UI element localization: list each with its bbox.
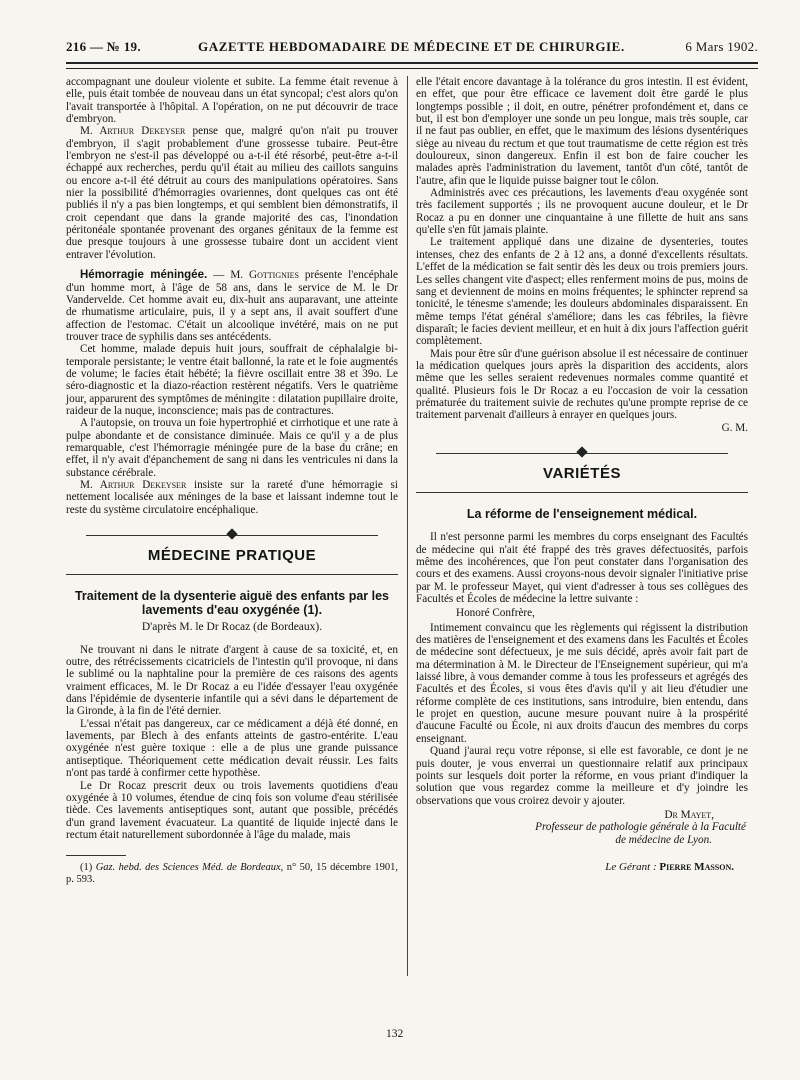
paragraph [66,269,398,343]
letter-salutation: Honoré Confrère, [456,607,535,620]
paragraph: Mais pour être sûr d'une guérison absolue il est nécessaire de continuer la médication quelques jours après la disparition des accidents, alors même que les selles seraient redevenues normales comme quantité et qualité. Plusieurs fois le Dr Rocaz a eu l'occasion de voir la cessation prématurée du traitement suivie de rechutes qu'une prompte reprise de ce traitement parvenait d'ailleurs à enrayer en quelques jours. [416,347,748,422]
page-issue-number: 216 — № 19. [66,39,141,54]
footnote [66,862,398,886]
paragraph: Cet homme, malade depuis huit jours, souffrait de céphalalgie bi-temporale persistante; le ventre était ballonné, la rate et le foie augmentés de volume; le facies était hébété; la fièvre oscillait entre 38 et 39o. Le séro-diagnostic et la diazo-réaction restèrent négatifs. Vers le quatrième jour, apparurent des symptômes de méningite : dilatation pupillaire droite, raideur de la nuque, inconscience; mais pas de contractures. [66,343,398,417]
signatory-affiliation: de médecine de Lyon. [615,834,712,847]
section-title: VARIÉTÉS [543,464,621,482]
run-in-heading: Hémorragie méningée. [80,269,208,282]
paragraph: Le traitement appliqué dans une dizaine de dysenteries, toutes intenses, chez des enfants de 2 à 12 ans, a donné d'excellents résultats. L'effet de la médication se fait sentir dès les deux ou trois premiers jours. Les selles changent vite d'aspect; elles renferment moins de pus, moins de sang et deviennent de moins en moins fréquentes; le sphincter reprend sa tonicité, le ténesme s'amende; les douleurs abdominales disparaissent. En même temps l'état général s'améliore; dans les cas fébriles, la fièvre disparaît; le facies devient meilleur, et en huit à dix jours l'affection guérit complètement. [416,236,748,348]
gerant-name: Pierre Masson. [659,861,734,874]
paragraph: Ne trouvant ni dans le nitrate d'argent à cause de sa toxicité, et, en outre, des rétrécissements cicatriciels de l'intestin qu'il provoque, ni dans le sublimé ou la naphtaline pour la première de ces raisons des agents vraiment efficaces, M. le Dr Rocaz a eu l'idée d'essayer l'eau oxygénée dans l'épidémie de dysenterie infantile qui a sévi dans le département de la Gironde, à la fin de l'été dernier. [66,643,398,718]
paragraph-text: présente l'encéphale d'un homme mort, à l'âge de 58 ans, dans le service de [66,269,398,294]
article-title: La réforme de l'enseignement médical. [466,507,698,522]
gerant-label: Le Gérant : [605,861,660,874]
diamond-ornament [576,446,587,457]
diamond-ornament [226,528,237,539]
footnote-rule [66,855,126,856]
paragraph: Administrés avec ces précautions, les lavements d'eau oxygénée sont très facilement supportés ; ils ne provoquent aucune douleur, et le Dr Rocaz a pu en donner une cinquantaine à une fillette de huit ans sans qu'elle s'en fût jamais plainte. [416,187,748,237]
article-title: Traitement de la dysenterie aiguë des enfants par les lavements d'eau oxygénée (1). [74,589,389,618]
issue-date: 6 Mars 1902. [685,39,758,54]
paragraph: Quand j'aurai reçu votre réponse, si elle est favorable, ce dont je ne puis douter, je vous enverrai un questionnaire relatif aux principaux points sur lesquels doit porter la réforme, en vous priant d'indiquer la solution que vous regardez comme la meilleure et d'y joindre les observations que vous croirez devoir y ajouter. [416,745,748,807]
section-rule [416,492,748,493]
paragraph [66,125,398,261]
paragraph: elle l'était encore davantage à la tolérance du gros intestin. Il est évident, en effet, que pour être efficace ce lavement doit être gardé le plus longtemps possible ; il doit, en outre, pénétrer profondément et, dans ce but, il est bon d'employer une sonde un peu longue, mais très souple, car il ne faut pas oublier, en effet, que le maximum des lésions dysentériques siège au niveau du rectum et que tout traumatisme de cette région est très douloureux, sinon dangereux. Enfin il est bon de faire coucher les malades après l'administration du lavement, tantôt d'un côté, tantôt de l'autre, afin que le liquide puisse baigner tout le côlon. [416,76,748,187]
signatory-affiliation: Professeur de pathologie générale à la Faculté [535,821,746,834]
paragraph: accompagnant une douleur violente et subite. La femme était revenue à elle, puis était tombée de nouveau dans un état syncopal; c'est alors qu'on l'avait transportée à l'hôpital. A l'opération, on ne put découvrir de trace d'embryon. [66,76,398,126]
paragraph: L'essai n'était pas dangereux, car ce médicament a déjà été donné, en lavements, par Blech à des enfants atteints de gastro-entérite. L'eau oxygénée n'est guère toxique : elle a de plus une grande puissance antiseptique. Théoriquement cette médication devait réussir. Les faits n'ont pas tardé à confirmer cette hypothèse. [66,717,398,780]
right-column [416,76,748,874]
author-initials: G. M. [721,421,748,434]
footnote-source: Gaz. hebd. des Sciences Méd. de Bordeaux [95,862,281,874]
letter-signature: Dr Mayet, [664,808,714,821]
speaker-name: M. Arthur Dekeyser [80,125,186,138]
paragraph: Le Dr Rocaz prescrit deux ou trois lavements quotidiens d'eau oxygénée à 10 volumes, étendue de cinq fois son volume d'eau stérilisée tiède. Ces lavements antiseptiques sont, autant que possible, précédés d'un grand lavement évacuateur. La quantité de liquide injecté dans le rectum était naturellement subordonnée à l'âge du malade, mais [66,779,398,841]
dash: — [207,269,231,282]
section-rule [66,574,398,575]
section-separator [66,530,398,542]
paragraph-text: pense que, malgré qu'on n'ait pu trouver d'embryon, il s'agit probablement d'une grossesse tubaire. Peut-être l'embryon ne s'est-il pas développé ou a-t-il été résorbé, peut-être a-t-il échappé aux recherches, perdu qu'il était au milieu des caillots sanguins ou encore a-t-il été détruit au cours des manipulations opératoires. Sans nier la possibilité d'hémorragies ovariennes, dont quelques cas ont été publiés il n'y a pas bien longtemps, et qui semblent bien démonstratifs, il croit cependant que dans la grande majorité des cas, l'inondation péritonéale spontanée provenant des organes génitaux de la femme est due presque toujours à une grossesse tubaire dont un accident vient entraver l'évolution. [66,125,398,261]
section-separator [416,448,748,460]
paragraph [66,479,398,516]
paragraph: A l'autopsie, on trouva un foie hypertrophié et cirrhotique et une rate à pulpe abondante et de consistance diminuée. Mais ce qu'il y a de plus remarquable, c'est l'hémorragie méningée pure de la base du crâne; en effet, il n'y avait d'épanchement de sang ni dans les ventricules ni dans la substance cérébrale. [66,417,398,479]
footnote-details: , n° 50, 15 décembre 1901, p. 593. [66,862,398,886]
speaker-name: M. Arthur Dekeyser [80,479,187,491]
journal-page [66,36,758,1056]
speaker-name: M. Gottignies [230,269,299,282]
publisher-line [416,861,734,873]
section-title: MÉDECINE PRATIQUE [147,547,317,565]
article-byline: D'après M. le Dr Rocaz (de Bordeaux). [141,621,323,634]
footnote-marker: (1) [80,862,96,874]
paragraph-text: M. le Dr Vandervelde. Cet homme avait eu, dix-huit ans auparavant, une atteinte de rhumatisme articulaire, puis, il y a sept ans, il avait souffert d'une affection de l'estomac. C'était un alcoolique invétéré, mais on ne put trouver trace de syphilis dans ses antécédents. [66,281,399,343]
paragraph: Il n'est personne parmi les membres du corps enseignant des Facultés de médecine qui n'ait été frappé des très graves défectuosités, parfois même des incohérences, que l'on peut constater dans l'organisation des cours et des examens. Aussi croyons-nous devoir signaler l'initiative prise par M. le professeur Mayet, qui vient d'adresser à tous ses collègues des Facultés et Écoles de médecine la lettre suivante : [416,531,748,606]
column-divider [407,76,408,976]
header-rule [66,62,758,69]
paragraph-text: insiste sur la rareté d'une hémorragie si nettement localisée aux méninges de la base et laissant indemne tout le reste du système circulatoire encéphalique. [66,479,398,516]
page-number: 132 [386,1028,404,1040]
running-header [66,36,758,58]
journal-title: GAZETTE HEBDOMADAIRE DE MÉDECINE ET DE CHIRURGIE. [198,39,625,54]
left-column [66,76,398,886]
paragraph: Intimement convaincu que les règlements qui régissent la distribution des matières de l'enseignement et des examens dans les Facultés et Écoles de médecine sont défectueux, je me suis décidé, après avoir fait part de ma détermination à M. le Directeur de l'Enseignement supérieur, qui m'a laissé libre, à vous demander comme à tous les professeurs et agrégés des Facultés et des Écoles, si vous êtes d'avis qu'il y ait lieu d'étudier une réforme complète de ces institutions, sans introduire, bien entendu, dans le projet en question, aucune mesure pouvant nuire à la prospérité d'aucune Faculté ou École, ni aux droits d'aucun des membres du corps enseignant. [416,621,748,745]
